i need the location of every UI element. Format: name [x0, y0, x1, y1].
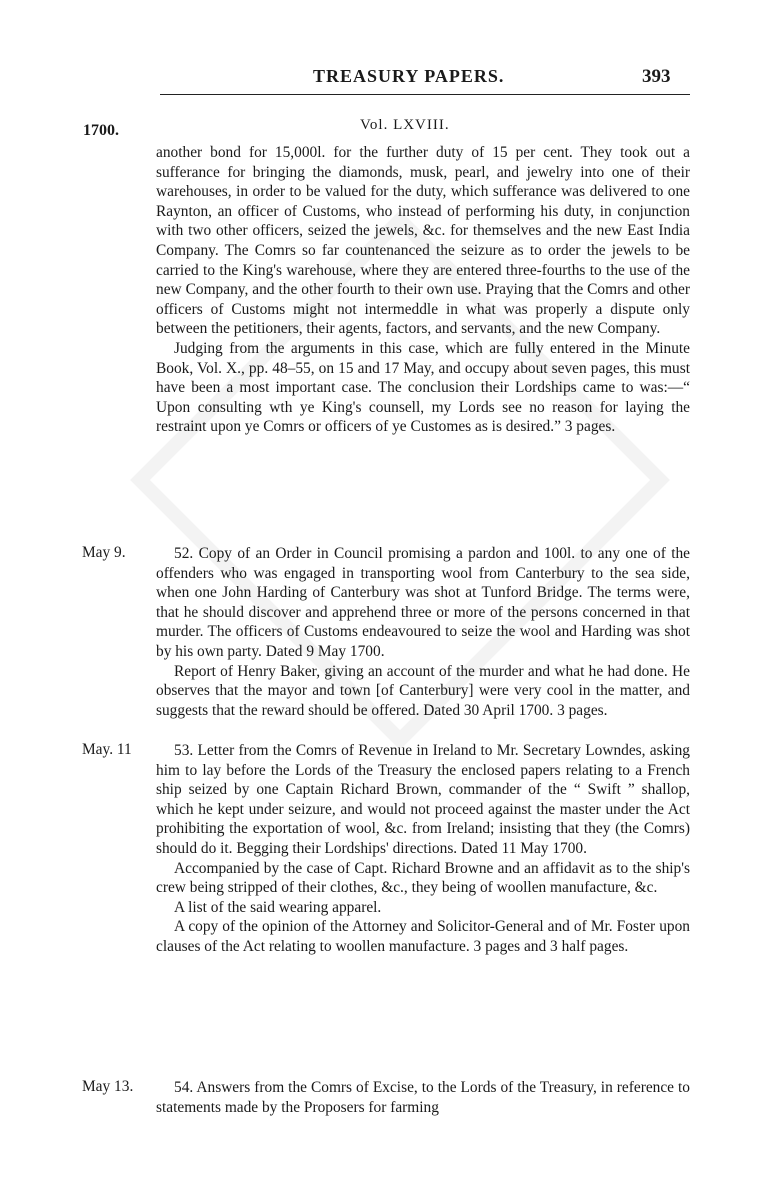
- entry-53: [156, 741, 690, 957]
- volume-heading: Vol. LXVIII.: [360, 117, 450, 133]
- margin-date: May. 11: [82, 741, 132, 758]
- running-title: TREASURY PAPERS.: [313, 66, 505, 86]
- paragraph: another bond for 15,000l. for the further duty of 15 per cent. They took out a sufferance for bringing the diamonds, musk, pearl, and jewelry into one of their warehouses, in order to be valued for the duty, which sufferance was delivered to one Raynton, an officer of Customs, who instead of performing his duty, in conjunction with two other officers, seized the jewels, &c. for themselves and the new East India Company. The Comrs so far countenanced the seizure as to order the jewels to be carried to the King's warehouse, where they are entered three-fourths to the use of the new Company, and the other fourth to their own use. Praying that the Comrs and other officers of Customs might not intermeddle in what was properly a dispute only between the petitioners, their agents, factors, and servants, and the new Company.: [156, 144, 690, 338]
- page-number: 393: [642, 66, 671, 87]
- entry-52: [156, 544, 690, 720]
- paragraph: Report of Henry Baker, giving an account of the murder and what he had done. He observes that the mayor and town [of Canterbury] were very cool in the matter, and suggests that the reward should be offered. Dated 30 April 1700. 3 pages.: [156, 662, 690, 719]
- entry-continuation: [156, 143, 690, 437]
- header-rule: [160, 94, 690, 95]
- paragraph: Accompanied by the case of Capt. Richard Browne and an affidavit as to the ship's crew being stripped of their clothes, &c., they being of woollen manufacture, &c.: [156, 859, 690, 897]
- paragraph: A list of the said wearing apparel.: [174, 898, 382, 916]
- margin-year: 1700.: [83, 122, 119, 139]
- margin-date: May 13.: [82, 1078, 134, 1095]
- paragraph: 52. Copy of an Order in Council promising a pardon and 100l. to any one of the offenders who was engaged in transporting wool from Canterbury to the sea side, when one John Harding of Canterbury was shot at Tunford Bridge. The terms were, that he should discover and apprehend three or more of the persons concerned in that murder. The officers of Customs endeavoured to seize the wool and Harding was shot by his own party. Dated 9 May 1700.: [156, 545, 690, 660]
- running-head: [0, 66, 770, 90]
- margin-date: May 9.: [82, 544, 126, 561]
- entry-54: [156, 1078, 690, 1117]
- paragraph: 54. Answers from the Comrs of Excise, to the Lords of the Treasury, in reference to statements made by the Proposers for farming: [156, 1079, 690, 1116]
- paragraph: A copy of the opinion of the Attorney and Solicitor-General and of Mr. Foster upon clauses of the Act relating to woollen manufacture. 3 pages and 3 half pages.: [156, 918, 690, 955]
- paragraph: Judging from the arguments in this case, which are fully entered in the Minute Book, Vol. X., pp. 48–55, on 15 and 17 May, and occupy about seven pages, this must have been a most important case. The conclusion their Lordships came to was:—“ Upon consulting wth ye King's counsell, my Lords see no reason for laying the restraint upon ye Comrs or officers of ye Customes as is desired.” 3 pages.: [156, 339, 690, 436]
- paragraph: 53. Letter from the Comrs of Revenue in Ireland to Mr. Secretary Lowndes, asking him to lay before the Lords of the Treasury the enclosed papers relating to a French ship seized by one Captain Richard Brown, commander of the “ Swift ” shallop, which he kept under seizure, and would not proceed against the master under the Act prohibiting the exportation of wool, &c. from Ireland; insisting that they (the Comrs) should do it. Begging their Lordships' directions. Dated 11 May 1700.: [156, 742, 690, 857]
